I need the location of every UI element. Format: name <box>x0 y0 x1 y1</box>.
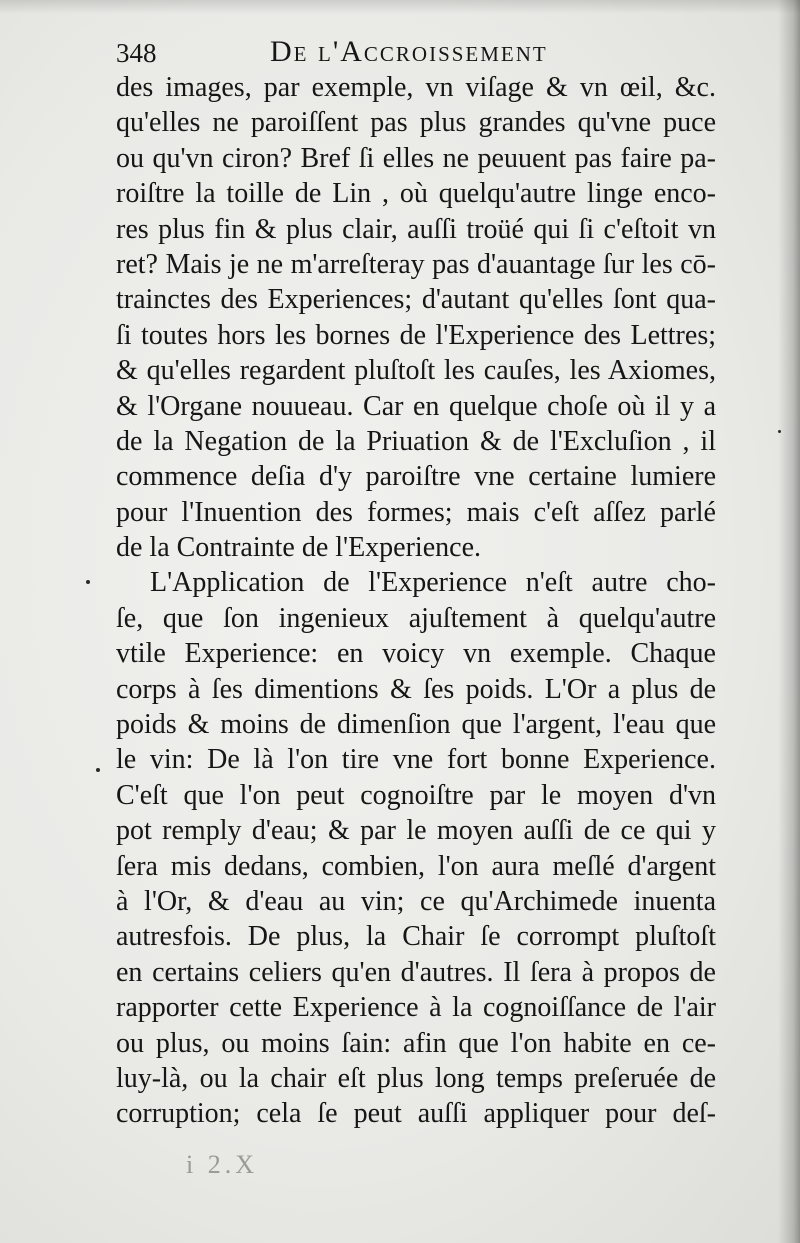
text-line: poids & moins de dimenſion que l'argent, l'eau que <box>116 709 716 741</box>
text-line: le vin: De là l'on tire vne fort bonne Experience. <box>116 744 716 776</box>
text-line: autresfois. De plus, la Chair ſe corrompt pluſtoſt <box>116 921 716 953</box>
text-line: trainctes des Experiences; d'autant qu'elles ſont qua- <box>116 284 716 316</box>
text-line: commence deſia d'y paroiſtre vne certaine lumiere <box>116 461 716 493</box>
text-line: res plus fin & plus clair, auſſi troüé qui ſi c'eſtoit vn <box>116 213 716 245</box>
body-text <box>116 70 716 1132</box>
page-number: 348 <box>116 38 157 68</box>
text-line: ou plus, ou moins ſain: afin que l'on habite en ce- <box>116 1027 716 1059</box>
ink-speck <box>96 768 100 772</box>
text-line: C'eſt que l'on peut cognoiſtre par le moyen d'vn <box>116 779 716 811</box>
text-line: ou qu'vn ciron? Bref ſi elles ne peuuent pas faire pa- <box>116 142 716 174</box>
page-gutter-shadow <box>778 0 800 1243</box>
text-line: luy-là, ou la chair eſt plus long temps preſeruée de <box>116 1062 716 1094</box>
text-line: à l'Or, & d'eau au vin; ce qu'Archimede inuenta <box>116 885 716 917</box>
text-line: corps à ſes dimentions & ſes poids. L'Or a plus de <box>116 673 716 705</box>
text-line: pour l'Inuention des formes; mais c'eſt aſſez parlé <box>116 496 716 528</box>
ink-speck <box>86 580 90 584</box>
text-line: ret? Mais je ne m'arreſteray pas d'auantage ſur les cō- <box>116 248 716 280</box>
text-line: ſe, que ſon ingenieux ajuſtement à quelqu'autre <box>116 602 716 634</box>
text-line: pot remply d'eau; & par le moyen auſſi de ce qui y <box>116 815 716 847</box>
text-line: vtile Experience: en voicy vn exemple. Chaque <box>116 638 716 670</box>
text-line: ſera mis dedans, combien, l'on aura meſlé d'argent <box>116 850 716 882</box>
text-line: roiſtre la toille de Lin , où quelqu'autre linge enco- <box>116 178 716 210</box>
text-line: rapporter cette Experience à la cognoiſſance de l'air <box>116 992 716 1024</box>
text-line: en certains celiers qu'en d'autres. Il ſera à propos de <box>116 956 716 988</box>
page-top-shadow <box>0 0 800 14</box>
faint-bleed-through-marks: i 2.X <box>186 1150 258 1179</box>
text-line: corruption; cela ſe peut auſſi appliquer pour deſ- <box>116 1098 716 1130</box>
text-line: & l'Organe nouueau. Car en quelque choſe où il y a <box>116 390 716 422</box>
text-line: des images, par exemple, vn viſage & vn œil, &c. <box>116 72 716 103</box>
running-head: De l'Accroissement <box>270 35 548 68</box>
text-line: de la Negation de la Priuation & de l'Excluſion , il <box>116 425 716 457</box>
text-line: de la Contrainte de l'Experience. <box>116 532 481 564</box>
text-line: qu'elles ne paroiſſent pas plus grandes qu'vne puce <box>116 107 716 139</box>
ink-speck <box>778 430 781 433</box>
paragraph-start-line: L'Application de l'Experience n'eſt autre cho- <box>150 567 716 599</box>
text-line: ſi toutes hors les bornes de l'Experience des Lettres; <box>116 319 716 351</box>
text-line: & qu'elles regardent pluſtoſt les cauſes, les Axiomes, <box>116 355 716 387</box>
